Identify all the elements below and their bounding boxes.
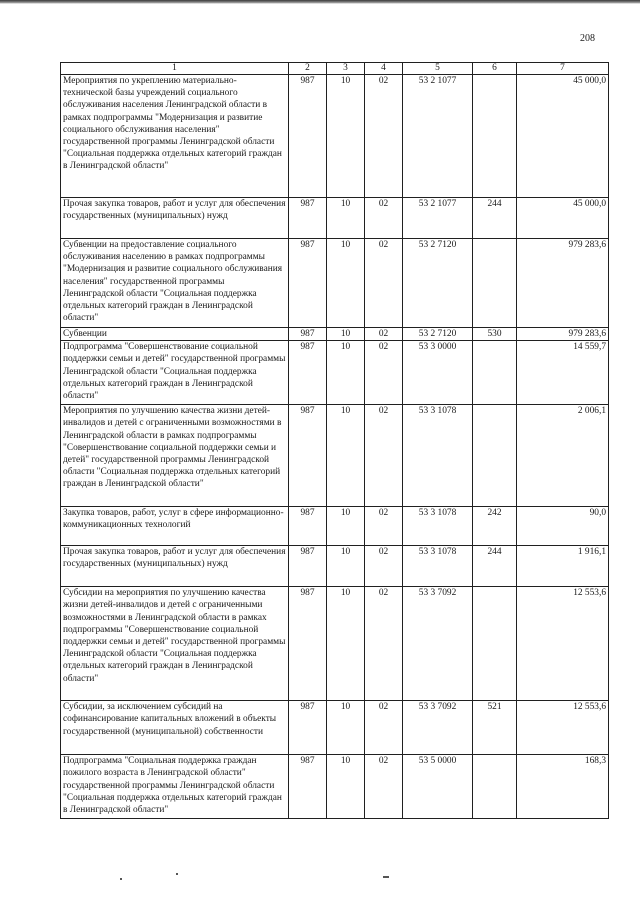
row-name: Мероприятия по укреплению материально-технической базы учреждений социального обслуживания населения Ленинградской области в рамках подпрограммы "Модернизация и развитие социального обслуживания населения" государственной программы Ленинградской области "Социальная поддержка отдельных категорий граждан в Ленинградской области" <box>61 75 289 198</box>
table-row <box>61 198 609 239</box>
header-col-1: 1 <box>61 63 289 75</box>
row-subsection: 02 <box>365 507 403 546</box>
row-target-article: 53 2 1077 <box>403 75 473 198</box>
row-target-article: 53 3 7092 <box>403 701 473 755</box>
row-ministry: 987 <box>289 75 327 198</box>
row-ministry: 987 <box>289 198 327 239</box>
scan-speck <box>176 873 178 875</box>
table-row <box>61 546 609 587</box>
row-amount: 90,0 <box>517 507 609 546</box>
row-name: Подпрограмма "Совершенствование социальной поддержки семьи и детей" государственной программы Ленинградской области "Социальная поддержка отдельных категорий граждан в Ленинградской области" <box>61 341 289 405</box>
header-col-5: 5 <box>403 63 473 75</box>
row-ministry: 987 <box>289 341 327 405</box>
row-ministry: 987 <box>289 507 327 546</box>
row-ministry: 987 <box>289 546 327 587</box>
row-subsection: 02 <box>365 587 403 701</box>
row-amount: 45 000,0 <box>517 198 609 239</box>
row-amount: 14 559,7 <box>517 341 609 405</box>
table-row <box>61 239 609 328</box>
row-amount: 168,3 <box>517 755 609 819</box>
row-section: 10 <box>327 328 365 341</box>
row-name: Субвенции на предоставление социального обслуживания населению в рамках подпрограммы "Модернизация и развитие социального обслуживания населения" государственной программы Ленинградской области "Социальная поддержка отдельных категорий граждан в Ленинградской области" <box>61 239 289 328</box>
row-expense-type: 244 <box>473 198 517 239</box>
budget-table <box>60 62 609 819</box>
row-subsection: 02 <box>365 755 403 819</box>
table-row <box>61 75 609 198</box>
row-expense-type: 244 <box>473 546 517 587</box>
row-expense-type: 521 <box>473 701 517 755</box>
row-expense-type <box>473 587 517 701</box>
row-expense-type: 530 <box>473 328 517 341</box>
row-subsection: 02 <box>365 75 403 198</box>
row-section: 10 <box>327 546 365 587</box>
row-expense-type <box>473 755 517 819</box>
row-target-article: 53 5 0000 <box>403 755 473 819</box>
row-target-article: 53 2 7120 <box>403 239 473 328</box>
row-expense-type <box>473 405 517 507</box>
row-ministry: 987 <box>289 239 327 328</box>
row-name: Прочая закупка товаров, работ и услуг для обеспечения государственных (муниципальных) нужд <box>61 546 289 587</box>
table-row <box>61 755 609 819</box>
header-col-2: 2 <box>289 63 327 75</box>
row-name: Закупка товаров, работ, услуг в сфере информационно-коммуникационных технологий <box>61 507 289 546</box>
row-section: 10 <box>327 198 365 239</box>
row-expense-type <box>473 75 517 198</box>
header-col-6: 6 <box>473 63 517 75</box>
row-ministry: 987 <box>289 587 327 701</box>
row-section: 10 <box>327 405 365 507</box>
row-ministry: 987 <box>289 328 327 341</box>
row-subsection: 02 <box>365 701 403 755</box>
table-row <box>61 328 609 341</box>
header-col-7: 7 <box>517 63 609 75</box>
row-section: 10 <box>327 755 365 819</box>
row-name: Прочая закупка товаров, работ и услуг для обеспечения государственных (муниципальных) нужд <box>61 198 289 239</box>
row-amount: 2 006,1 <box>517 405 609 507</box>
row-subsection: 02 <box>365 328 403 341</box>
row-target-article: 53 3 1078 <box>403 546 473 587</box>
row-ministry: 987 <box>289 405 327 507</box>
table-row <box>61 341 609 405</box>
row-subsection: 02 <box>365 198 403 239</box>
header-col-4: 4 <box>365 63 403 75</box>
row-target-article: 53 3 7092 <box>403 587 473 701</box>
table-header <box>61 63 609 75</box>
row-amount: 1 916,1 <box>517 546 609 587</box>
row-subsection: 02 <box>365 405 403 507</box>
row-name: Субсидии на мероприятия по улучшению качества жизни детей-инвалидов и детей с ограниченными возможностями в Ленинградской области в рамках подпрограммы "Совершенствование социальной поддержки семьи и детей" государственной программы Ленинградской области "Социальная поддержка отдельных категорий граждан в Ленинградской области" <box>61 587 289 701</box>
row-section: 10 <box>327 587 365 701</box>
row-amount: 12 553,6 <box>517 701 609 755</box>
table-row <box>61 507 609 546</box>
row-section: 10 <box>327 701 365 755</box>
row-amount: 979 283,6 <box>517 328 609 341</box>
row-amount: 12 553,6 <box>517 587 609 701</box>
row-section: 10 <box>327 341 365 405</box>
table-row <box>61 701 609 755</box>
header-col-3: 3 <box>327 63 365 75</box>
row-section: 10 <box>327 75 365 198</box>
table-row <box>61 405 609 507</box>
row-section: 10 <box>327 507 365 546</box>
row-subsection: 02 <box>365 239 403 328</box>
row-section: 10 <box>327 239 365 328</box>
scan-speck <box>383 876 389 878</box>
row-expense-type <box>473 341 517 405</box>
table-body <box>61 75 609 819</box>
row-target-article: 53 3 0000 <box>403 341 473 405</box>
row-amount: 979 283,6 <box>517 239 609 328</box>
row-name: Субвенции <box>61 328 289 341</box>
scan-speck <box>120 878 122 880</box>
row-expense-type <box>473 239 517 328</box>
table-row <box>61 587 609 701</box>
row-name: Мероприятия по улучшению качества жизни детей-инвалидов и детей с ограниченными возможностями в Ленинградской области в рамках подпрограммы "Совершенствование социальной поддержки семьи и детей" государственной программы Ленинградской области "Социальная поддержка отдельных категорий граждан в Ленинградской области" <box>61 405 289 507</box>
row-amount: 45 000,0 <box>517 75 609 198</box>
row-name: Субсидии, за исключением субсидий на софинансирование капитальных вложений в объекты государственной (муниципальной) собственности <box>61 701 289 755</box>
row-target-article: 53 3 1078 <box>403 405 473 507</box>
page-number: 208 <box>580 33 595 44</box>
row-target-article: 53 2 7120 <box>403 328 473 341</box>
header-row <box>61 63 609 75</box>
row-subsection: 02 <box>365 341 403 405</box>
row-target-article: 53 3 1078 <box>403 507 473 546</box>
row-name: Подпрограмма "Социальная поддержка граждан пожилого возраста в Ленинградской области" государственной программы Ленинградской области "Социальная поддержка отдельных категорий граждан в Ленинградской области" <box>61 755 289 819</box>
scan-top-edge <box>0 0 640 4</box>
row-ministry: 987 <box>289 701 327 755</box>
row-target-article: 53 2 1077 <box>403 198 473 239</box>
row-subsection: 02 <box>365 546 403 587</box>
row-ministry: 987 <box>289 755 327 819</box>
row-expense-type: 242 <box>473 507 517 546</box>
